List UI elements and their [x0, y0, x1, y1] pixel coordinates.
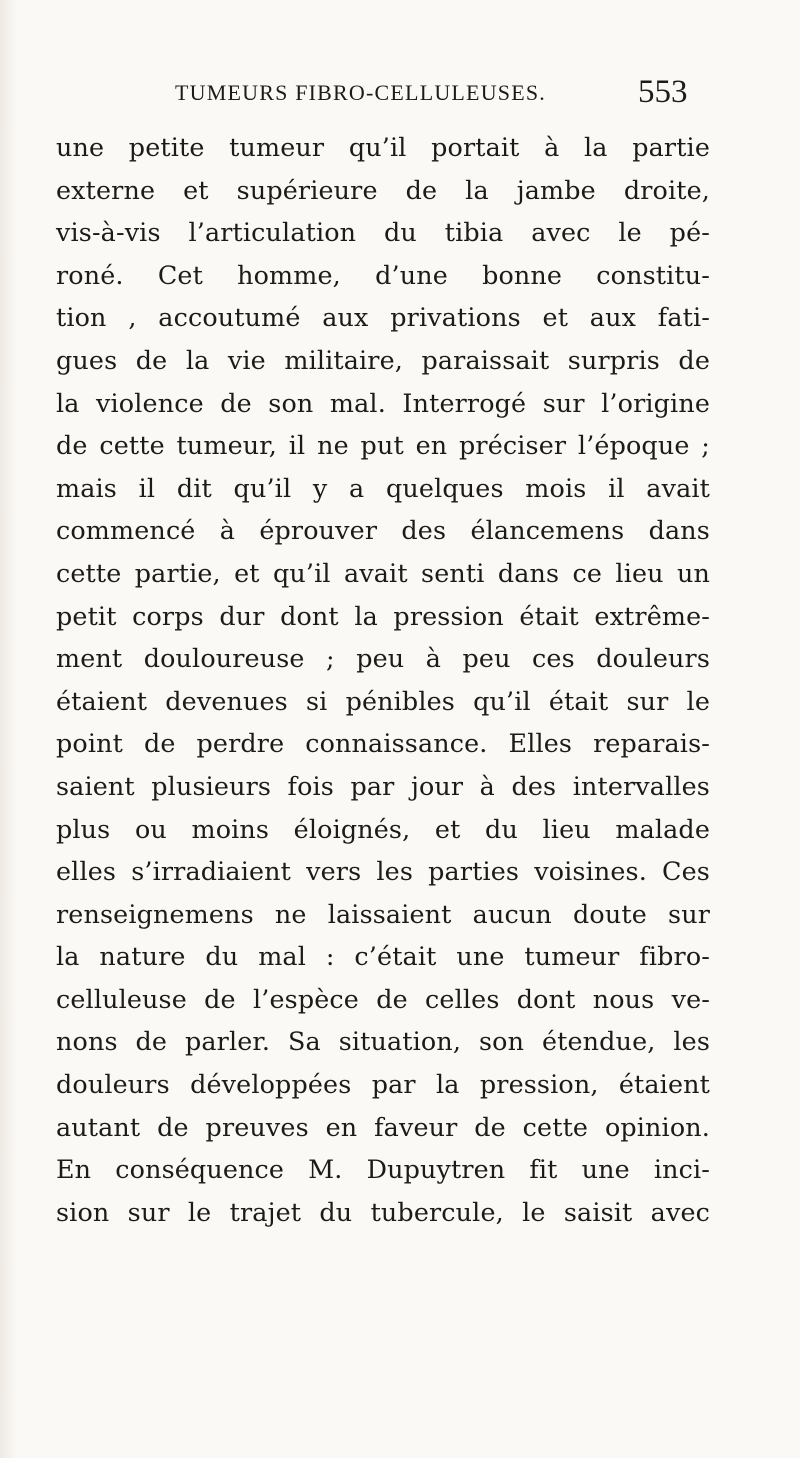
- text-line: tion , accoutumé aux privations et aux fati-: [56, 302, 710, 333]
- text-line: douleurs développées par la pression, étaient: [56, 1069, 710, 1100]
- text-line: la violence de son mal. Interrogé sur l’origine: [56, 387, 710, 418]
- text-line: vis-à-vis l’articulation du tibia avec le pé-: [56, 217, 710, 248]
- text-line: étaient devenues si pénibles qu’il était sur le: [56, 685, 710, 716]
- text-line: autant de preuves en faveur de cette opinion.: [56, 1111, 710, 1142]
- text-line: point de perdre connaissance. Elles reparais-: [56, 728, 710, 759]
- page-header: [0, 74, 800, 118]
- body-text: [56, 126, 710, 1233]
- text-line: plus ou moins éloignés, et du lieu malade: [56, 813, 710, 844]
- text-line: externe et supérieure de la jambe droite,: [56, 174, 710, 205]
- text-line: nons de parler. Sa situation, son étendue, les: [56, 1026, 710, 1057]
- text-line: de cette tumeur, il ne put en préciser l’époque ;: [56, 430, 710, 461]
- text-line: mais il dit qu’il y a quelques mois il avait: [56, 472, 710, 503]
- text-line: ment douloureuse ; peu à peu ces douleurs: [56, 643, 710, 674]
- page-number: 553: [638, 74, 688, 110]
- text-line: elles s’irradiaient vers les parties voisines. Ces: [56, 856, 710, 887]
- page-gutter-shadow: [0, 0, 18, 1458]
- text-line: gues de la vie militaire, paraissait surpris de: [56, 344, 710, 375]
- text-line: En conséquence M. Dupuytren fit une inci-: [56, 1154, 710, 1185]
- text-line: saient plusieurs fois par jour à des intervalles: [56, 770, 710, 801]
- text-line: petit corps dur dont la pression était extrême-: [56, 600, 710, 631]
- text-line: sion sur le trajet du tubercule, le saisit avec: [56, 1196, 710, 1227]
- text-line: une petite tumeur qu’il portait à la partie: [56, 132, 710, 162]
- text-line: renseignemens ne laissaient aucun doute sur: [56, 898, 710, 929]
- text-line: la nature du mal : c’était une tumeur fibro-: [56, 941, 710, 972]
- text-line: roné. Cet homme, d’une bonne constitu-: [56, 259, 710, 290]
- text-line: celluleuse de l’espèce de celles dont nous ve-: [56, 983, 710, 1014]
- running-title: TUMEURS FIBRO-CELLULEUSES.: [175, 80, 546, 105]
- text-line: commencé à éprouver des élancemens dans: [56, 515, 710, 546]
- text-line: cette partie, et qu’il avait senti dans ce lieu un: [56, 557, 710, 588]
